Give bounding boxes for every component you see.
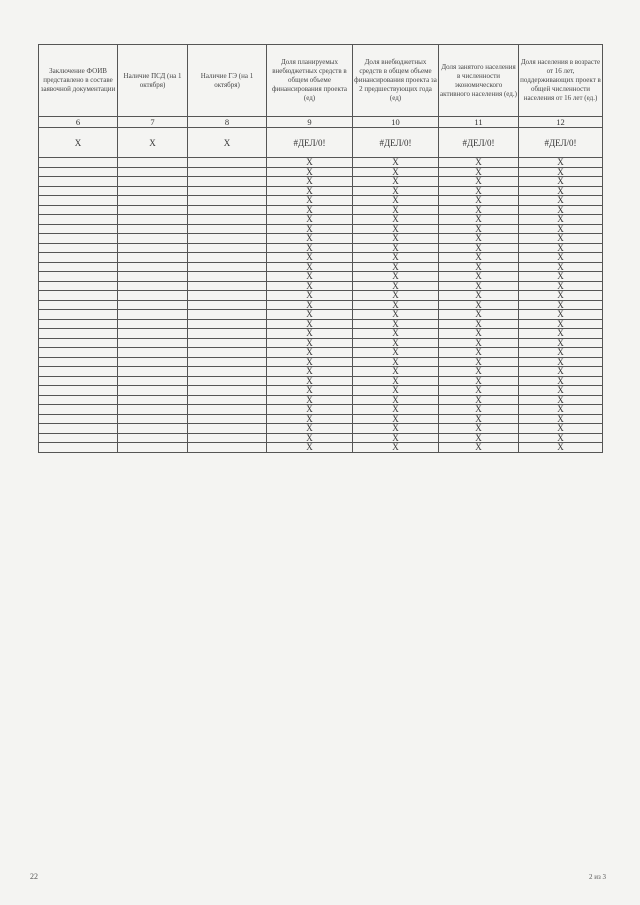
table-cell	[188, 224, 267, 234]
table-cell	[39, 262, 118, 272]
table-cell	[188, 215, 267, 225]
table-cell	[188, 300, 267, 310]
table-cell	[118, 167, 188, 177]
table-cell	[39, 424, 118, 434]
table-cell: X	[439, 395, 519, 405]
table-cell	[118, 338, 188, 348]
table-cell: X	[267, 338, 353, 348]
table-cell: X	[353, 357, 439, 367]
table-cell: X	[519, 243, 603, 253]
table-cell: X	[519, 224, 603, 234]
table-cell: X	[353, 414, 439, 424]
table-row	[39, 329, 603, 339]
table-cell	[118, 424, 188, 434]
table-cell	[188, 376, 267, 386]
table-row	[39, 243, 603, 253]
table-row	[39, 167, 603, 177]
table-cell: X	[267, 158, 353, 168]
table-cell: X	[519, 424, 603, 434]
table-cell: X	[519, 272, 603, 282]
table-cell: X	[267, 386, 353, 396]
table-cell: X	[39, 128, 118, 158]
table-cell	[118, 414, 188, 424]
table-row	[39, 196, 603, 206]
table-cell: X	[353, 367, 439, 377]
table-cell: X	[439, 253, 519, 263]
table-cell	[39, 405, 118, 415]
table-cell: X	[439, 338, 519, 348]
header-population-support-share: Доля населения в возрасте от 16 лет, поддерживающих проект в общей численности населения от 16 лет (ед.)	[519, 45, 603, 117]
table-cell: X	[439, 367, 519, 377]
table-cell	[118, 357, 188, 367]
table-cell: X	[519, 186, 603, 196]
table-cell	[39, 348, 118, 358]
table-cell: X	[439, 262, 519, 272]
page-footer-number: 22	[30, 872, 38, 881]
table-cell: X	[267, 291, 353, 301]
table-cell: X	[519, 405, 603, 415]
table-cell: X	[353, 300, 439, 310]
table-cell: X	[353, 376, 439, 386]
table-cell	[118, 319, 188, 329]
header-employed-share: Доля занятого населения в численности экономического активного населения (ед.)	[439, 45, 519, 117]
table-cell: X	[439, 405, 519, 415]
table-row	[39, 367, 603, 377]
table-cell	[188, 196, 267, 206]
table-cell	[39, 300, 118, 310]
table-cell: X	[519, 357, 603, 367]
table-cell: X	[267, 215, 353, 225]
table-row	[39, 348, 603, 358]
table-cell: X	[353, 158, 439, 168]
table-cell: X	[519, 177, 603, 187]
first-data-row	[39, 128, 603, 158]
table-cell	[188, 329, 267, 339]
table-cell: X	[267, 329, 353, 339]
table-cell	[39, 205, 118, 215]
table-cell: X	[519, 433, 603, 443]
table-row	[39, 281, 603, 291]
column-number: 12	[519, 117, 603, 128]
table-cell	[118, 224, 188, 234]
table-cell: X	[439, 177, 519, 187]
table-cell	[188, 443, 267, 453]
table-cell	[118, 348, 188, 358]
table-cell	[39, 234, 118, 244]
table-cell	[188, 424, 267, 434]
table-cell	[118, 272, 188, 282]
table-cell: X	[267, 310, 353, 320]
table-cell	[188, 338, 267, 348]
data-table-container	[38, 44, 602, 453]
table-cell: X	[353, 424, 439, 434]
column-number-row	[39, 117, 603, 128]
table-cell: X	[267, 196, 353, 206]
table-cell: X	[353, 243, 439, 253]
table-cell: X	[519, 329, 603, 339]
column-number: 8	[188, 117, 267, 128]
table-row	[39, 262, 603, 272]
table-cell	[39, 186, 118, 196]
table-row	[39, 186, 603, 196]
table-cell: X	[267, 234, 353, 244]
table-cell: X	[353, 196, 439, 206]
table-cell: X	[353, 215, 439, 225]
table-cell	[188, 357, 267, 367]
table-cell: X	[353, 272, 439, 282]
table-cell	[188, 348, 267, 358]
table-cell: #ДЕЛ/0!	[439, 128, 519, 158]
table-cell: X	[353, 281, 439, 291]
page-count: 2 из 3	[589, 873, 607, 881]
table-cell	[118, 253, 188, 263]
table-row	[39, 224, 603, 234]
table-cell	[39, 272, 118, 282]
header-psd: Наличие ПСД (на 1 октября)	[118, 45, 188, 117]
table-cell	[188, 167, 267, 177]
table-cell	[39, 367, 118, 377]
table-cell: X	[439, 329, 519, 339]
table-cell	[188, 243, 267, 253]
table-cell	[188, 186, 267, 196]
table-cell	[188, 405, 267, 415]
table-cell	[188, 414, 267, 424]
table-cell: X	[519, 367, 603, 377]
table-cell: X	[267, 262, 353, 272]
table-cell: X	[519, 291, 603, 301]
table-row	[39, 376, 603, 386]
table-cell: X	[439, 186, 519, 196]
table-cell	[118, 281, 188, 291]
table-cell: X	[353, 329, 439, 339]
table-cell: X	[519, 262, 603, 272]
table-cell	[118, 196, 188, 206]
table-row	[39, 443, 603, 453]
table-cell	[39, 253, 118, 263]
table-cell: X	[519, 443, 603, 453]
table-row	[39, 424, 603, 434]
table-cell: X	[439, 215, 519, 225]
table-cell	[39, 243, 118, 253]
table-cell: X	[353, 386, 439, 396]
table-cell	[39, 281, 118, 291]
table-cell	[39, 386, 118, 396]
table-cell	[118, 186, 188, 196]
table-cell	[39, 433, 118, 443]
table-cell	[188, 158, 267, 168]
table-cell	[188, 291, 267, 301]
column-number: 11	[439, 117, 519, 128]
table-cell	[118, 215, 188, 225]
table-cell: X	[353, 310, 439, 320]
table-cell: X	[353, 443, 439, 453]
table-cell	[39, 196, 118, 206]
table-cell	[39, 357, 118, 367]
table-cell	[39, 177, 118, 187]
table-cell: X	[267, 424, 353, 434]
table-cell: X	[267, 357, 353, 367]
table-cell: X	[519, 234, 603, 244]
table-cell: X	[267, 224, 353, 234]
table-cell: X	[439, 376, 519, 386]
table-row	[39, 272, 603, 282]
table-cell: #ДЕЛ/0!	[267, 128, 353, 158]
header-planned-offbudget-share: Доля планируемых внебюджетных средств в общем объеме финансирования проекта (ед)	[267, 45, 353, 117]
table-cell	[118, 376, 188, 386]
table-cell: X	[267, 272, 353, 282]
table-row	[39, 395, 603, 405]
table-cell: X	[267, 443, 353, 453]
table-cell: X	[439, 310, 519, 320]
table-cell: X	[118, 128, 188, 158]
table-cell	[118, 386, 188, 396]
table-cell: X	[267, 395, 353, 405]
table-cell: X	[353, 224, 439, 234]
table-cell: X	[353, 338, 439, 348]
table-cell: X	[267, 319, 353, 329]
table-cell: X	[267, 376, 353, 386]
table-cell: X	[353, 405, 439, 415]
table-row	[39, 205, 603, 215]
table-cell	[118, 262, 188, 272]
table-cell: X	[267, 177, 353, 187]
table-cell	[188, 262, 267, 272]
table-cell: #ДЕЛ/0!	[353, 128, 439, 158]
data-table	[38, 44, 603, 453]
table-row	[39, 338, 603, 348]
table-cell	[188, 253, 267, 263]
table-cell: X	[519, 300, 603, 310]
table-cell: X	[188, 128, 267, 158]
table-cell: X	[439, 433, 519, 443]
table-cell	[39, 395, 118, 405]
table-cell: X	[267, 186, 353, 196]
table-cell	[118, 367, 188, 377]
table-cell	[39, 224, 118, 234]
table-cell	[118, 405, 188, 415]
table-cell: X	[267, 253, 353, 263]
table-cell: X	[439, 272, 519, 282]
header-offbudget-share-2-years: Доля внебюджетных средств в общем объеме финансирования проекта за 2 предшествующих года (ед)	[353, 45, 439, 117]
table-cell: X	[267, 300, 353, 310]
table-cell: X	[353, 319, 439, 329]
table-cell	[39, 215, 118, 225]
table-cell	[39, 291, 118, 301]
table-cell: X	[439, 386, 519, 396]
table-cell	[188, 386, 267, 396]
table-row	[39, 300, 603, 310]
table-cell: X	[353, 167, 439, 177]
table-cell: X	[353, 291, 439, 301]
table-cell	[39, 414, 118, 424]
table-cell: X	[519, 196, 603, 206]
table-cell: X	[267, 167, 353, 177]
table-cell	[188, 205, 267, 215]
column-number: 7	[118, 117, 188, 128]
column-number: 9	[267, 117, 353, 128]
table-cell: X	[439, 167, 519, 177]
table-cell	[118, 443, 188, 453]
table-cell: X	[439, 234, 519, 244]
table-cell: X	[353, 348, 439, 358]
table-cell: X	[519, 386, 603, 396]
table-cell	[118, 177, 188, 187]
table-row	[39, 405, 603, 415]
table-cell: X	[519, 205, 603, 215]
table-row	[39, 433, 603, 443]
table-cell: X	[267, 367, 353, 377]
table-row	[39, 291, 603, 301]
table-cell: X	[439, 291, 519, 301]
table-cell: X	[439, 281, 519, 291]
table-cell	[118, 300, 188, 310]
column-number: 10	[353, 117, 439, 128]
table-cell	[188, 310, 267, 320]
table-cell	[118, 158, 188, 168]
table-row	[39, 177, 603, 187]
table-cell: X	[267, 348, 353, 358]
table-cell	[118, 205, 188, 215]
table-cell: X	[519, 338, 603, 348]
table-row	[39, 386, 603, 396]
table-cell	[188, 272, 267, 282]
table-cell: X	[439, 300, 519, 310]
table-cell: X	[519, 319, 603, 329]
table-cell: X	[353, 177, 439, 187]
table-cell	[188, 433, 267, 443]
table-cell	[188, 319, 267, 329]
table-cell	[39, 329, 118, 339]
table-cell: X	[519, 253, 603, 263]
table-cell	[188, 367, 267, 377]
table-cell	[118, 433, 188, 443]
table-cell: X	[519, 348, 603, 358]
table-cell	[39, 376, 118, 386]
table-cell: X	[519, 215, 603, 225]
table-cell: X	[439, 196, 519, 206]
table-cell	[188, 395, 267, 405]
table-cell: X	[439, 158, 519, 168]
table-cell	[39, 167, 118, 177]
table-cell: X	[439, 424, 519, 434]
table-cell	[118, 395, 188, 405]
table-cell	[118, 291, 188, 301]
table-row	[39, 158, 603, 168]
table-cell	[118, 310, 188, 320]
table-cell: X	[439, 243, 519, 253]
table-cell: X	[439, 319, 519, 329]
table-cell: X	[353, 395, 439, 405]
table-row	[39, 319, 603, 329]
table-cell	[188, 281, 267, 291]
table-cell: #ДЕЛ/0!	[519, 128, 603, 158]
table-cell: X	[439, 357, 519, 367]
table-cell	[39, 443, 118, 453]
table-cell	[118, 329, 188, 339]
column-number: 6	[39, 117, 118, 128]
table-row	[39, 414, 603, 424]
table-cell: X	[353, 433, 439, 443]
header-foiv-conclusion: Заключение ФОИВ представлено в составе заявочной документации	[39, 45, 118, 117]
table-cell	[39, 319, 118, 329]
table-cell: X	[353, 234, 439, 244]
table-cell	[188, 234, 267, 244]
table-cell: X	[267, 414, 353, 424]
table-cell: X	[519, 395, 603, 405]
table-cell: X	[439, 348, 519, 358]
table-cell: X	[267, 433, 353, 443]
table-cell: X	[353, 262, 439, 272]
table-cell: X	[353, 253, 439, 263]
table-cell	[118, 243, 188, 253]
table-cell: X	[519, 310, 603, 320]
table-cell: X	[519, 167, 603, 177]
table-cell	[39, 158, 118, 168]
header-row	[39, 45, 603, 117]
table-cell: X	[519, 281, 603, 291]
table-cell	[188, 177, 267, 187]
table-cell: X	[439, 414, 519, 424]
table-cell: X	[353, 186, 439, 196]
table-cell: X	[267, 281, 353, 291]
table-row	[39, 234, 603, 244]
table-cell: X	[519, 376, 603, 386]
table-cell: X	[267, 405, 353, 415]
table-cell: X	[519, 158, 603, 168]
table-cell: X	[353, 205, 439, 215]
table-cell: X	[439, 443, 519, 453]
table-cell: X	[267, 205, 353, 215]
table-cell: X	[439, 205, 519, 215]
table-cell: X	[267, 243, 353, 253]
table-row	[39, 253, 603, 263]
table-cell: X	[439, 224, 519, 234]
table-row	[39, 215, 603, 225]
table-cell	[39, 338, 118, 348]
table-cell	[118, 234, 188, 244]
table-row	[39, 357, 603, 367]
table-cell: X	[519, 414, 603, 424]
header-ge: Наличие ГЭ (на 1 октября)	[188, 45, 267, 117]
table-cell	[39, 310, 118, 320]
table-row	[39, 310, 603, 320]
